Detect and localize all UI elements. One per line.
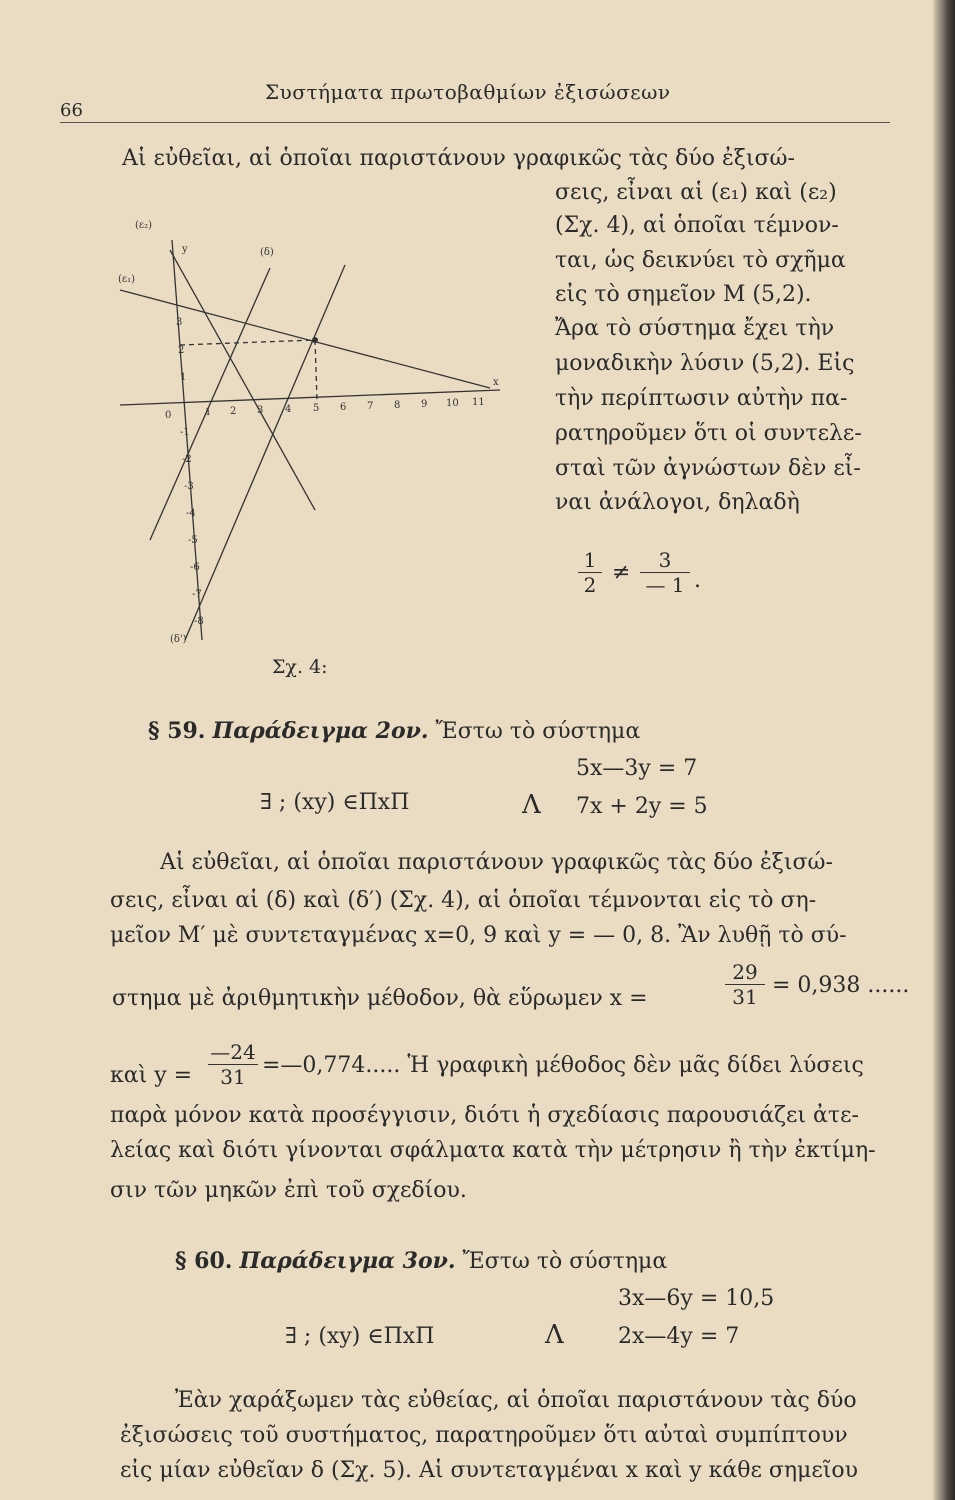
figure-caption: Σχ. 4: [272,656,328,678]
sec60-and-symbol: Λ [545,1320,564,1350]
x-tick-6: 6 [340,402,347,413]
x-tick-9: 9 [421,399,428,410]
sec59-exists: ∃ ; (xy) ∈ΠxΠ [260,790,410,815]
fraction-one-half [578,550,602,595]
point-m [312,337,318,343]
y-tick-minus-1: -1 [180,427,190,438]
x-tick-2: 2 [230,406,237,417]
sec59-para-line-8: σιν τῶν μηκῶν ἐπὶ τοῦ σχεδίου. [110,1178,467,1203]
x-tick-11: 11 [472,397,485,408]
intro-line-10: σταὶ τῶν ἀγνώστων δὲν εἶ- [555,456,861,481]
sec59-para-line-6: παρὰ μόνον κατὰ προσέγγισιν, διότι ἡ σχεδίασις παρουσιάζει ἀτε- [110,1103,859,1128]
sec59-para-line-3: μεῖον Μ′ μὲ συντεταγμένας x=0, 9 καὶ y = — 0, 8. Ἂν λυθῇ τὸ σύ- [110,923,847,948]
sec59-para-line-4: στημα μὲ ἀριθμητικὴν μέθοδον, θὰ εὕρωμεν x = [112,986,648,1011]
line-e2 [170,250,315,510]
sec60-exists: ∃ ; (xy) ∈ΠxΠ [285,1324,435,1349]
intro-line-3: (Σχ. 4), αἱ ὁποῖαι τέμνον- [555,213,839,238]
header-rule [60,122,890,123]
y-tick-minus-8: -8 [194,616,204,627]
label-y: y [182,244,188,255]
sec59-para-line-1: Αἱ εὐθεῖαι, αἱ ὁποῖαι παριστάνουν γραφικῶς τὰς δύο ἐξισώ- [160,850,833,875]
label-d: (δ) [260,247,274,258]
fraction-three-over-minus-one [640,550,690,595]
line-d [150,268,270,540]
y-tick-minus-6: -6 [190,562,200,573]
sec59-y-label: καὶ y = [110,1063,193,1088]
sec60-para-line-2: ἐξισώσεις τοῦ συστήματος, παρατηροῦμεν ὅτι αὐταὶ συμπίπτουν [120,1423,848,1448]
sec59-intro: Ἔστω τὸ σύστημα [435,719,641,744]
page-number: 66 [60,100,83,121]
x-tick-10: 10 [446,398,459,409]
intro-line-4: ται, ὡς δεικνύει τὸ σχῆμα [555,248,846,273]
label-origin: 0 [165,410,172,421]
sec59-number: § 59. [148,718,206,744]
y-tick-2: 2 [178,345,185,356]
intro-line-9: ρατηροῦμεν ὅτι οἱ συντελε- [555,421,862,446]
fraction-period: . [694,568,701,593]
intro-line-8: τὴν περίπτωσιν αὐτὴν πα- [555,386,848,411]
sec60-intro: Ἔστω τὸ σύστημα [462,1249,668,1274]
x-tick-7: 7 [367,401,374,412]
intro-line-5: εἰς τὸ σημεῖον Μ (5,2). [555,282,812,307]
y-tick-minus-4: -4 [186,508,196,519]
fraction-numerator: —24 [210,1040,256,1064]
line-e1 [120,290,490,388]
intro-line-11: ναι ἀνάλογοι, δηλαδὴ [555,490,800,515]
dashed-guide-vertical [315,340,317,400]
sec60-para-line-3: εἰς μίαν εὐθεῖαν δ (Σχ. 5). Αἱ συντεταγμέναι x καὶ y κάθε σημεῖου [120,1458,858,1483]
sec59-para-line-7: λείας καὶ διότι γίνονται σφάλματα κατὰ τὴν μέτρησιν ἢ τὴν ἐκτίμη- [110,1138,876,1163]
label-e2: (ε₂) [135,220,152,231]
fraction-denominator: 31 [220,1065,246,1089]
intro-line-7: μοναδικὴν λύσιν (5,2). Εἰς [555,351,855,376]
sec60-para-line-1: Ἐὰν χαράξωμεν τὰς εὐθείας, αἱ ὁποῖαι παριστάνουν τὰς δύο [175,1388,857,1413]
sec60-equation-2: 2x—4y = 7 [618,1324,740,1349]
sec60-equation-1: 3x—6y = 10,5 [618,1286,775,1311]
y-tick-minus-5: -5 [188,535,198,546]
label-x: x [493,377,499,388]
y-tick-1: 1 [180,372,187,383]
fraction-numerator: 1 [583,548,597,572]
sec60-header [175,1250,667,1273]
sec59-para-line-2: σεις, εἶναι αἱ (δ) καὶ (δ′) (Σχ. 4), αἱ ὁποῖαι τέμνονται εἰς τὸ ση- [110,888,817,913]
sec59-header [148,720,640,743]
dashed-guide-horizontal [180,340,315,345]
sec60-title: Παράδειγμα 3ον. [239,1248,456,1274]
x-tick-5: 5 [313,403,320,414]
intro-line-2: σεις, εἶναι αἱ (ε₁) καὶ (ε₂) [555,180,837,205]
fraction-x-value [725,962,765,1007]
figure-4-graph [110,210,510,650]
y-tick-3: 3 [176,317,183,328]
sec59-y-decimal-and-text: =—0,774..... Ἡ γραφικὴ μέθοδος δὲν μᾶς δίδει λύσεις [262,1053,864,1078]
sec59-x-decimal: = 0,938 ...... [772,973,910,998]
sec59-title: Παράδειγμα 2ον. [212,718,429,744]
x-tick-3: 3 [257,405,264,416]
x-axis [120,390,500,405]
fraction-numerator: 29 [732,960,758,984]
y-tick-minus-3: -3 [184,481,194,492]
fraction-denominator: — 1 [645,573,685,597]
sec59-and-symbol: Λ [522,790,541,820]
label-d-prime: (δ') [170,634,187,645]
sec60-number: § 60. [175,1248,233,1274]
fraction-denominator: 31 [732,985,758,1009]
intro-line-1: Αἱ εὐθεῖαι, αἱ ὁποῖαι παριστάνουν γραφικῶς τὰς δύο ἐξισώ- [122,146,795,171]
y-tick-minus-7: -7 [192,589,202,600]
not-equal-sign: ≠ [612,560,631,585]
x-tick-4: 4 [285,404,292,415]
y-tick-minus-2: -2 [182,454,192,465]
running-title: Συστήματα πρωτοβαθμίων ἐξισώσεων [265,80,671,104]
x-tick-8: 8 [394,400,401,411]
x-tick-1: 1 [205,407,212,418]
fraction-y-value [208,1042,258,1087]
label-e1: (ε₁) [118,274,135,285]
sec59-equation-1: 5x—3y = 7 [576,756,698,781]
intro-line-6: Ἄρα τὸ σύστημα ἔχει τὴν [555,316,835,341]
fraction-denominator: 2 [583,573,597,597]
sec59-equation-2: 7x + 2y = 5 [576,794,708,819]
page-edge-shadow [933,0,955,1500]
fraction-numerator: 3 [658,548,672,572]
